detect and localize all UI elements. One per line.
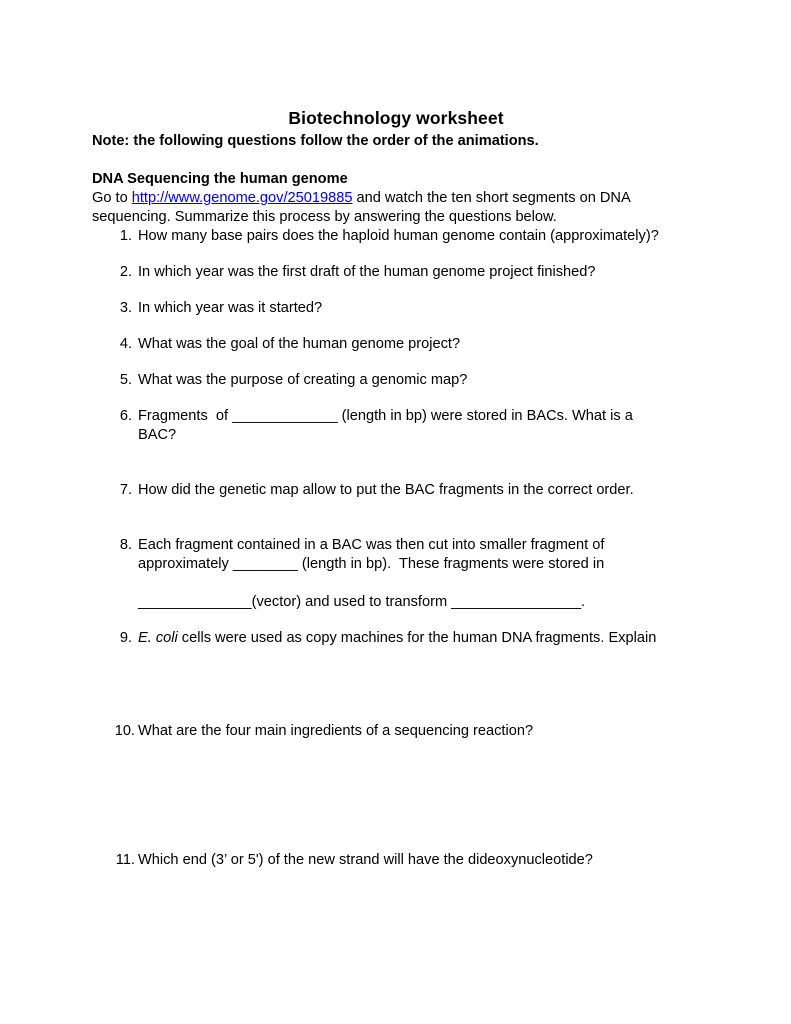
intro-line-1: [92, 189, 700, 208]
question-text: What are the four main ingredients of a sequencing reaction?: [138, 723, 534, 739]
question-item-3: [92, 299, 700, 318]
question-gap: [92, 354, 700, 371]
document-body: [92, 107, 700, 870]
question-text: What was the goal of the human genome project?: [138, 336, 461, 352]
question-gap: [92, 612, 700, 629]
intro-line-2: sequencing. Summarize this process by answering the questions below.: [92, 209, 557, 225]
question-item-8: [92, 536, 700, 612]
intro-text-after-link: and watch the ten short segments on DNA: [352, 190, 631, 206]
question-text-rest: cells were used as copy machines for the human DNA fragments. Explain: [177, 630, 657, 646]
question-gap: [92, 246, 700, 263]
question-text: Each fragment contained in a BAC was then cut into smaller fragment of: [138, 537, 605, 553]
section-heading-dna-sequencing: DNA Sequencing the human genome: [92, 171, 348, 187]
question-item-6: [92, 407, 700, 445]
question-text: What was the purpose of creating a genomic map?: [138, 372, 468, 388]
question-text: Which end (3’ or 5') of the new strand will have the dideoxynucleotide?: [138, 852, 593, 868]
question-gap: [92, 390, 700, 407]
note-line: Note: the following questions follow the order of the animations.: [92, 133, 539, 149]
question-marker: 5.: [119, 372, 132, 388]
question-item-11: [92, 851, 700, 870]
question-item-10: [92, 722, 700, 741]
question-marker: 4.: [119, 336, 132, 352]
question-text: How many base pairs does the haploid human genome contain (approximately)?: [138, 228, 659, 244]
question-gap-extra: [92, 815, 700, 851]
question-item-2: [92, 263, 700, 282]
question-text-continued: BAC?: [138, 427, 177, 443]
question-text: In which year was the first draft of the human genome project finished?: [138, 264, 596, 280]
question-gap: [92, 445, 700, 481]
question-text-continued: approximately ________ (length in bp). These fragments were stored in: [138, 556, 605, 572]
question-marker: 3.: [119, 300, 132, 316]
question-text-continued-2: ______________(vector) and used to transform ________________.: [138, 594, 586, 610]
question-marker: 9.: [119, 630, 132, 646]
organism-name-italic: E. coli: [138, 630, 178, 646]
questions-list: [92, 227, 700, 870]
question-marker: 10.: [114, 723, 135, 739]
intro-text-before-link: Go to: [92, 190, 132, 206]
question-gap: [92, 318, 700, 335]
question-item-7: [92, 481, 700, 500]
question-marker: 6.: [119, 408, 132, 424]
question-text: Fragments of _____________ (length in bp) were stored in BACs. What is a: [138, 408, 633, 424]
question-item-1: [92, 227, 700, 246]
question-marker: 1.: [119, 228, 132, 244]
question-gap: [92, 741, 700, 815]
question-item-4: [92, 335, 700, 354]
question-text: In which year was it started?: [138, 300, 323, 316]
question-item-9: [92, 629, 700, 648]
question-gap: [92, 282, 700, 299]
question-marker: 11.: [115, 852, 135, 868]
question-marker: 7.: [119, 482, 132, 498]
genome-gov-link[interactable]: http://www.genome.gov/25019885: [131, 190, 353, 206]
question-gap: [92, 648, 700, 722]
page-title: Biotechnology worksheet: [288, 108, 504, 128]
question-text: [138, 629, 700, 648]
question-gap: [92, 500, 700, 536]
spacer-after-note: [92, 151, 700, 170]
answer-blank-line: [138, 574, 700, 593]
question-item-5: [92, 371, 700, 390]
question-text: How did the genetic map allow to put the BAC fragments in the correct order.: [138, 482, 634, 498]
question-marker: 8.: [119, 537, 132, 553]
question-marker: 2.: [119, 264, 132, 280]
